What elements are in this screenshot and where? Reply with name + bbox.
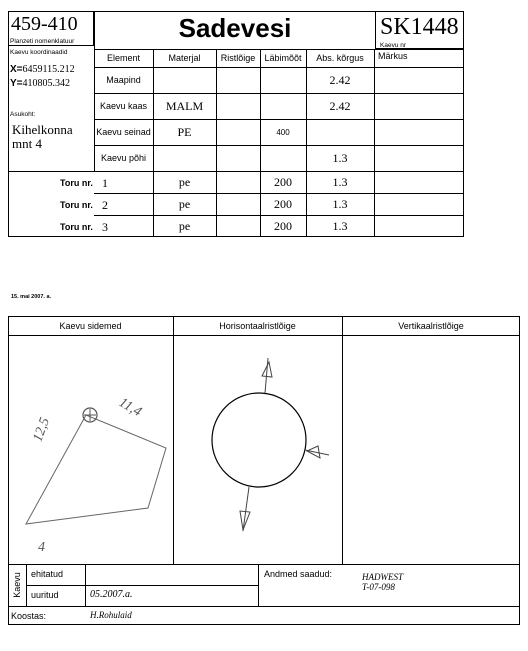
surveyed-value: 05.2007.a.	[90, 589, 133, 600]
row-material-walls: PE	[177, 124, 192, 139]
col-header-element: Element	[106, 53, 141, 63]
row-material-cover: MALM	[165, 98, 204, 113]
pipe-label-2: Toru nr.	[60, 200, 93, 210]
col-header-note: Märkus	[378, 51, 408, 61]
col-header-diameter: Läbimõõt	[264, 53, 302, 63]
horizontal-section-drawing	[173, 336, 342, 564]
data-source-label: Andmed saadud:	[264, 569, 333, 579]
pipe-material-1: pe	[178, 174, 191, 189]
footer-side-label: Kaevu	[12, 572, 22, 598]
pipe-diameter-1: 200	[274, 174, 292, 189]
coords-label: Kaevu koordinaadid	[10, 49, 68, 56]
pipe-nr-2: 2	[102, 198, 108, 212]
pipe-material-2: pe	[178, 196, 191, 211]
well-code: SK1448	[380, 14, 459, 40]
row-element-ground: Maapind	[106, 75, 141, 85]
location-line1: Kihelkonna	[12, 122, 73, 137]
built-label: ehitatud	[31, 569, 64, 579]
dim-label-1: 12,5	[30, 415, 54, 444]
row-height-ground: 2.42	[329, 72, 351, 87]
sketch-col-horizontal: Horisontaalristlõige	[219, 320, 296, 331]
pipe-material-3: pe	[178, 218, 191, 233]
compiled-label: Koostas:	[11, 611, 47, 621]
row-diameter-walls: 400	[276, 127, 290, 137]
plan-label: Planzeti nomenklatuur	[10, 38, 75, 45]
pipe-diameter-2: 200	[274, 196, 292, 211]
pipe-label-1: Toru nr.	[60, 178, 93, 188]
row-height-bottom: 1.3	[332, 150, 348, 165]
row-element-cover: Kaevu kaas	[99, 101, 148, 111]
coord-y-value: 410805.342	[22, 78, 71, 89]
form-title: Sadevesi	[178, 13, 292, 43]
coord-x	[10, 64, 75, 75]
pipe-height-3: 1.3	[332, 218, 348, 233]
sketch-col-vertical: Vertikaalristlõige	[398, 320, 464, 331]
col-header-material: Materjal	[168, 53, 201, 63]
pipe-diameter-3: 200	[274, 218, 292, 233]
well-label: Kaevu nr	[380, 42, 407, 49]
location-label: Asukoht:	[10, 111, 36, 118]
pipe-nr-3: 3	[102, 220, 108, 234]
well-circle	[212, 393, 306, 487]
pipe-nr-1: 1	[102, 176, 108, 190]
dim-label-3: 4	[38, 540, 45, 555]
coord-y-label: Y=	[10, 78, 23, 89]
pipe-height-2: 1.3	[332, 196, 348, 211]
sketch-col-links: Kaevu sidemed	[59, 320, 122, 331]
compiled-value: H.Rohulaid	[90, 610, 132, 620]
coord-x-label: X=	[10, 64, 23, 75]
row-height-cover: 2.42	[329, 98, 351, 113]
form-date: 15. mai 2007. a.	[11, 294, 52, 300]
coord-x-value: 6459115.212	[22, 64, 75, 75]
link-sketch	[8, 336, 173, 564]
location-line2: mnt 4	[12, 136, 42, 151]
pipe-label-3: Toru nr.	[60, 222, 93, 232]
data-source-value-2: T-07-098	[362, 582, 395, 592]
row-element-bottom: Kaevu põhi	[100, 153, 147, 163]
data-source-value-1: HADWEST	[362, 572, 403, 582]
plan-number: 459-410	[11, 13, 78, 35]
dim-label-2: 11,4	[116, 395, 144, 420]
pipe-height-1: 1.3	[332, 174, 348, 189]
col-header-section: Ristlõige	[220, 53, 256, 63]
surveyed-label: uuritud	[31, 590, 59, 600]
row-element-walls: Kaevu seinad	[96, 127, 151, 137]
coord-y	[10, 78, 70, 89]
col-header-height: Abs. kõrgus	[316, 53, 364, 63]
